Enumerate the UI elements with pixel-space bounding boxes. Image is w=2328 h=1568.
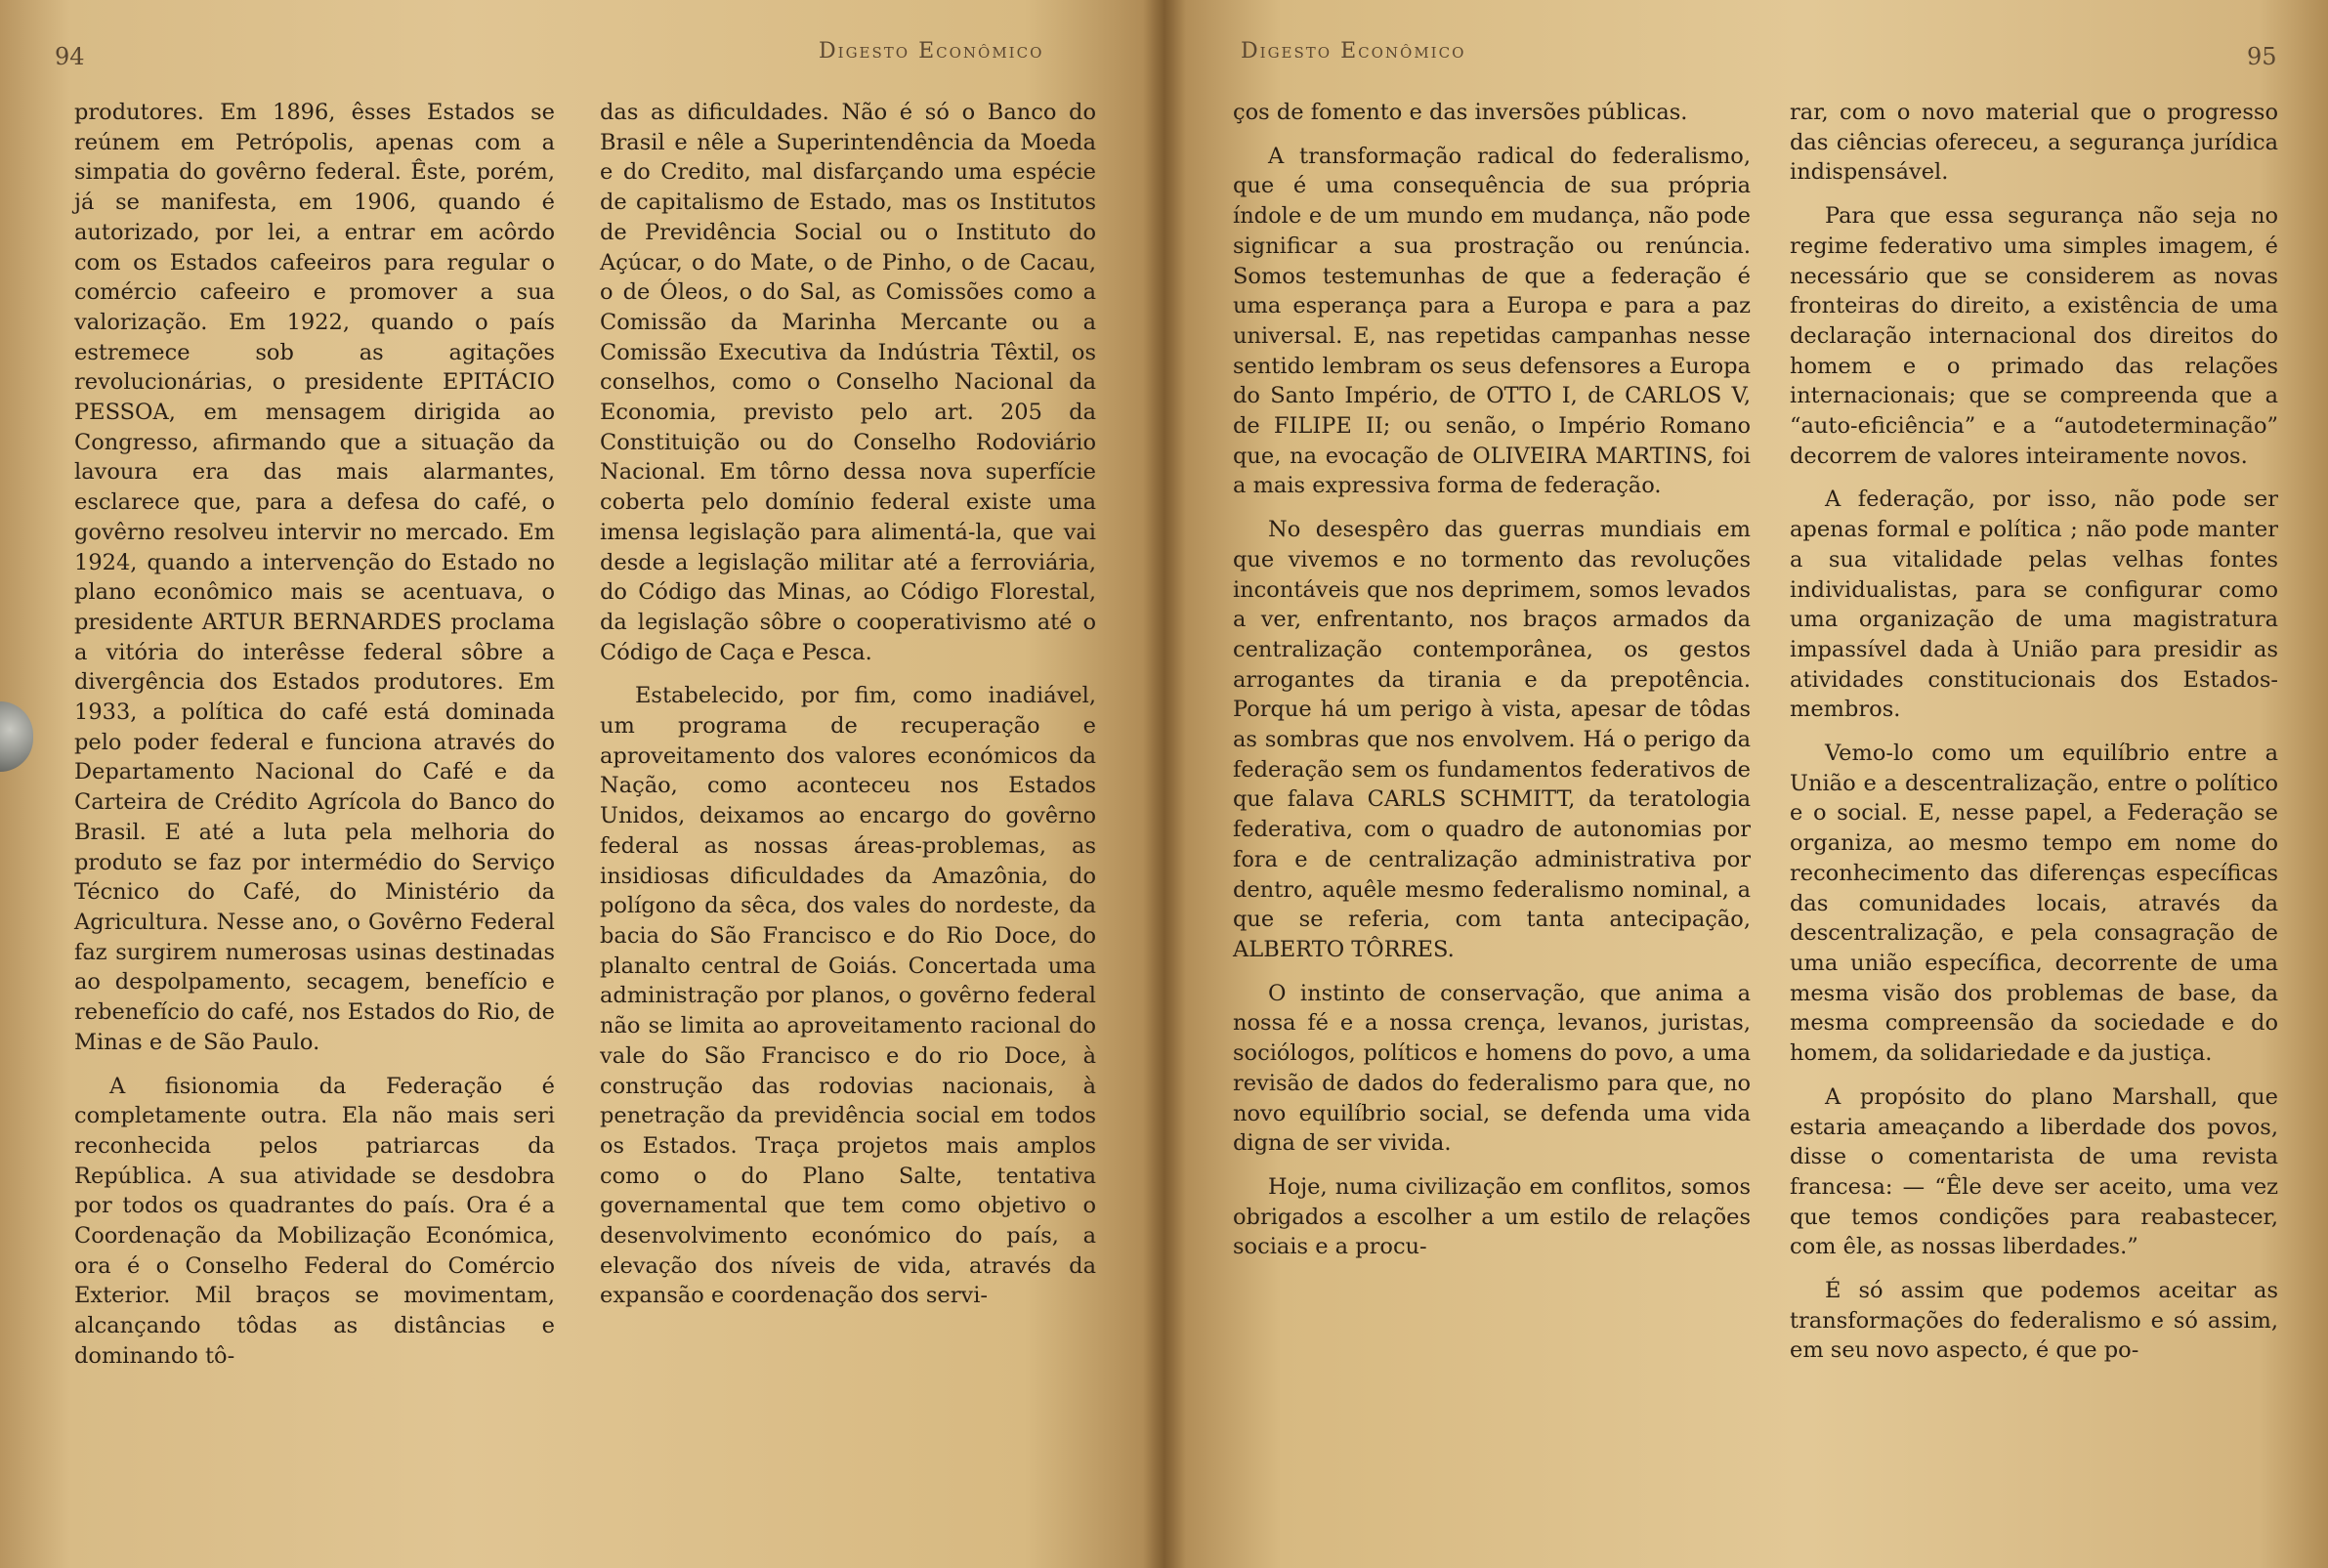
right-column-1 bbox=[1233, 98, 1751, 1262]
paragraph: É só assim que podemos aceitar as transformações do federalismo e só assim, em seu novo aspecto, é que po- bbox=[1790, 1278, 2278, 1364]
paragraph: O instinto de conservação, que anima a nossa fé e a nossa crença, levanos, juristas, sociólogos, políticos e homens do povo, a uma revisão de dados do federalismo para que, no novo equilíbrio social, se defenda uma vida digna de ser vivida. bbox=[1233, 980, 1751, 1157]
paragraph: A federação, por isso, não pode ser apenas formal e política ; não pode manter a sua vitalidade pelas velhas fontes individualistas, para se configurar como uma organização de uma magistratura impassível dada à União para presidir as atividades constitucionais dos Estados-membros. bbox=[1790, 487, 2278, 723]
paragraph: produtores. Em 1896, êsses Estados se reúnem em Petrópolis, apenas com a simpatia do govêrno federal. Êste, porém, já se manifesta, em 1906, quando é autorizado, por lei, a entrar em acôrdo com os Estados cafeeiros para regular o comércio cafeeiro e promover a sua valorização. Em 1922, quando o país estremece sob as agitações revolucionárias, o presidente EPITÁCIO PESSOA, em mensagem dirigida ao Congresso, afirmando que a situação da lavoura era das mais alarmantes, esclarece que, para a defesa do café, o govêrno resolveu intervir no mercado. Em 1924, quando a intervenção do Estado no plano econômico mais se acentuava, o presidente ARTUR BERNARDES proclama a vitória do interêsse federal sôbre a divergência dos Estados produtores. Em 1933, a política do café está dominada pelo poder federal e funciona através do Departamento Nacional do Café e da Carteira de Crédito Agrícola do Banco do Brasil. E até a luta pela melhoria do produto se faz por intermédio do Serviço Técnico do Café, do Ministério da Agricultura. Nesse ano, o Govêrno Federal faz surgirem numerosas usinas destinadas ao despolpamento, secagem, benefício e rebenefício do café, nos Estados do Rio, de Minas e de São Paulo. bbox=[74, 100, 555, 1055]
left-page-number: 94 bbox=[55, 43, 85, 70]
left-running-head: Digesto Econômico bbox=[819, 39, 1044, 64]
paragraph: A fisionomia da Federação é completamente outra. Ela não mais seri reconhecida pelos patriarcas da República. A sua atividade se desdobra por todos os quadrantes do país. Ora é a Coordenação da Mobilização Económica, ora é o Conselho Federal do Comércio Exterior. Mil braços se movimentam, alcançando tôdas as distâncias e dominando tô- bbox=[74, 1073, 555, 1369]
coin-object bbox=[0, 701, 33, 772]
left-column-2 bbox=[600, 98, 1096, 1311]
right-page-number: 95 bbox=[2247, 43, 2277, 70]
paragraph: rar, com o novo material que o progresso das ciências ofereceu, a segurança jurídica indispensável. bbox=[1790, 100, 2278, 186]
right-page bbox=[1164, 0, 2328, 1568]
book-gutter bbox=[1143, 0, 1186, 1568]
paragraph: Vemo-lo como um equilíbrio entre a União e a descentralização, entre o político e o social. E, nesse papel, a Federação se organiza, ao mesmo tempo em nome do reconhecimento das diferenças específicas das comunidades locais, através da descentralização, e pela consagração de uma união específica, decorrente de uma mesma visão dos problemas de base, da mesma compreensão da sociedade e do homem, da solidariedade e da justiça. bbox=[1790, 741, 2278, 1067]
paragraph: Para que essa segurança não seja no regime federativo uma simples imagem, é necessário que se considerem as novas fronteiras do direito, a existência de uma declaração internacional dos direitos do homem e o primado das relações internacionais; que se compreenda que a “auto-eficiência” e a “autodeterminação” decorrem de valores inteiramente novos. bbox=[1790, 203, 2278, 469]
paragraph: No desespêro das guerras mundiais em que vivemos e no tormento das revoluções incontáveis que nos deprimem, somos levados a ver, enfrentanto, nos braços armados da centralização contemporânea, os gestos arrogantes da tirania e da prepotência. Porque há um perigo à vista, apesar de tôdas as sombras que nos envolvem. Há o perigo da federação sem os fundamentos federativos de que falava CARLS SCHMITT, da teratologia federativa, com o quadro de autonomias por fora e de centralização administrativa por dentro, aquêle mesmo federalismo nominal, a que se referia, com tanta antecipação, ALBERTO TÔRRES. bbox=[1233, 517, 1751, 962]
right-running-head: Digesto Econômico bbox=[1241, 39, 1466, 64]
paragraph: A propósito do plano Marshall, que estaria ameaçando a liberdade dos povos, disse o comentarista de uma revista francesa: — “Êle deve ser aceito, uma vez que temos condições para reabastecer, com êle, as nossas liberdades.” bbox=[1790, 1083, 2278, 1260]
paragraph: A transformação radical do federalismo, que é uma consequência de sua própria índole e de um mundo em mudança, não pode significar a sua prostração ou renúncia. Somos testemunhas de que a federação é uma esperança para a Europa e para a paz universal. E, nas repetidas campanhas nesse sentido lembram os seus defensores a Europa do Santo Império, de OTTO I, de CARLOS V, de FILIPE II; ou senão, o Império Romano que, na evocação de OLIVEIRA MARTINS, foi a mais expressiva forma de federação. bbox=[1233, 143, 1751, 499]
paragraph: Hoje, numa civilização em conflitos, somos obrigados a escolher a um estilo de relações sociais e a procu- bbox=[1233, 1173, 1751, 1260]
right-column-2 bbox=[1790, 98, 2278, 1366]
paragraph: ços de fomento e das inversões públicas. bbox=[1233, 100, 1688, 125]
paragraph: das as dificuldades. Não é só o Banco do Brasil e nêle a Superintendência da Moeda e do Credito, mal disfarçando uma espécie de capitalismo de Estado, mas os Institutos de Previdência Social ou o Instituto do Açúcar, o do Mate, o de Pinho, o de Cacau, o de Óleos, o do Sal, as Comissões como a Comissão da Marinha Mercante ou a Comissão Executiva da Indústria Têxtil, os conselhos, como o Conselho Nacional da Economia, previsto pelo art. 205 da Constituição ou do Conselho Rodoviário Nacional. Em tôrno dessa nova superfície coberta pelo domínio federal existe uma imensa legislação para alimentá-la, que vai desde a legislação militar até a ferroviária, do Código das Minas, ao Código Florestal, da legislação sôbre o cooperativismo até o Código de Caça e Pesca. bbox=[600, 100, 1096, 665]
paragraph: Estabelecido, por fim, como inadiável, um programa de recuperação e aproveitamento dos valores económicos da Nação, como aconteceu nos Estados Unidos, deixamos ao encargo do govêrno federal as nossas áreas-problemas, as insidiosas dificuldades da Amazônia, do polígono da sêca, dos vales do nordeste, da bacia do São Francisco e do Rio Doce, do planalto central de Goiás. Concertada uma administração por planos, o govêrno federal não se limita ao aproveitamento racional do vale do São Francisco e do rio Doce, à construção das rodovias nacionais, à penetração da previdência social em todos os Estados. Traça projetos mais amplos como o do Plano Salte, tentativa governamental que tem como objetivo o desenvolvimento económico do país, a elevação dos níveis de vida, através da expansão e coordenação dos servi- bbox=[600, 683, 1096, 1309]
left-column-1 bbox=[74, 98, 555, 1372]
